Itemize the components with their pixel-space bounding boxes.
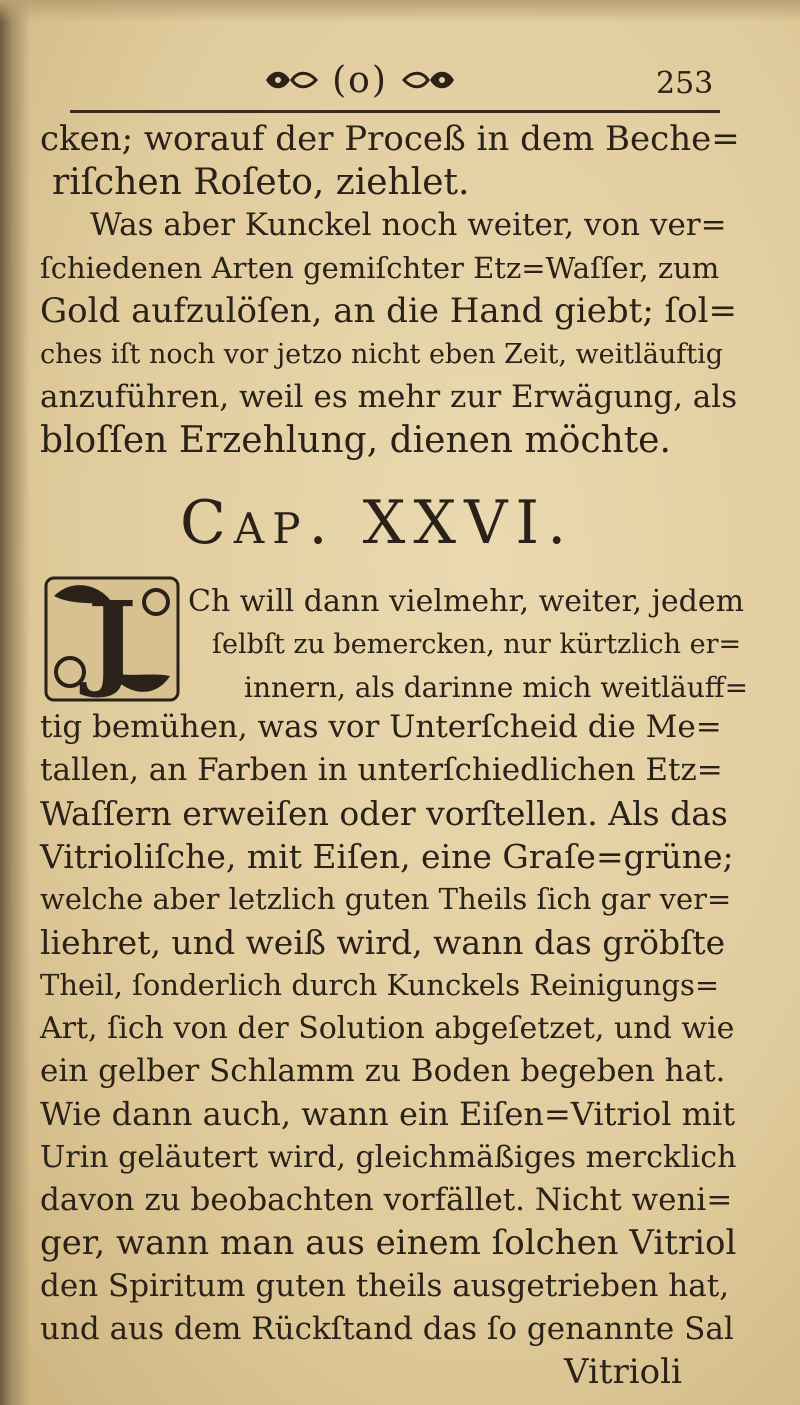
chapter-heading: Cap. XXVI. <box>180 488 575 558</box>
text-line: ſelbſt zu bemercken, nur kürtzlich er= <box>212 629 742 660</box>
running-header <box>200 60 520 100</box>
text-line: anzuführen, weil es mehr zur Erwägung, als <box>40 379 738 415</box>
text-line: tallen, an Farben in unterſchiedlichen Etz= <box>40 752 723 788</box>
text-line: davon zu beobachten vorfället. Nicht weni= <box>40 1182 733 1218</box>
text-line: Vitrioliſche, mit Eiſen, eine Graſe=grüne; <box>40 837 734 876</box>
page-gutter-shadow <box>0 0 30 1405</box>
text-line: Was aber Kunckel noch weiter, von ver= <box>90 207 727 243</box>
text-line: ſchiedenen Arten gemiſchter Etz=Waſſer, zum <box>40 251 720 285</box>
text-line: liehret, und weiß wird, wann das gröbſte <box>40 923 726 962</box>
text-line: Ch will dann vielmehr, weiter, jedem <box>188 584 745 619</box>
text-line: Theil, ſonderlich durch Kunckels Reinigungs= <box>40 968 720 1002</box>
text-line: und aus dem Rückſtand das ſo genannte Sal <box>40 1311 734 1347</box>
text-line: den Spiritum guten theils ausgetrieben hat, <box>40 1268 730 1304</box>
header-marker: (o) <box>332 59 388 101</box>
decorated-initial <box>44 576 180 702</box>
text-line: ger, wann man aus einem ſolchen Vitriol <box>40 1223 737 1263</box>
paragraph-1 <box>40 118 740 462</box>
header-rule <box>70 110 720 113</box>
dropcap-letter: J <box>87 578 137 701</box>
text-line: riſchen Roſeto, ziehlet. <box>52 162 470 203</box>
text-line: tig bemühen, was vor Unterſcheid die Me= <box>40 709 722 745</box>
text-line: innern, als darinne mich weitläuff= <box>244 671 749 704</box>
text-line: bloſſen Erzehlung, dienen möchte. <box>40 420 671 461</box>
text-line: welche aber letzlich guten Theils ſich gar ver= <box>40 882 732 916</box>
text-line: ein gelber Schlamm zu Boden begeben hat. <box>40 1053 726 1089</box>
page-number: 253 <box>656 66 714 101</box>
left-ornament-icon <box>262 67 320 93</box>
page-top-shadow <box>0 0 800 22</box>
text-line: Wie dann auch, wann ein Eiſen=Vitriol mit <box>40 1095 736 1133</box>
text-line: cken; worauf der Proceß in dem Beche= <box>40 119 740 159</box>
text-line: Waſſern erweiſen oder vorſtellen. Als das <box>40 794 728 833</box>
catchword: Vitrioli <box>564 1352 682 1392</box>
paragraph-2-indented <box>188 580 748 709</box>
right-ornament-icon <box>400 67 458 93</box>
text-line: Gold aufzulöſen, an die Hand giebt; ſol= <box>40 291 737 331</box>
text-line: ches iſt noch vor jetzo nicht eben Zeit, weitläuftig <box>40 339 724 370</box>
text-line: Art, ſich von der Solution abgeſetzet, und wie <box>40 1011 735 1046</box>
text-line: Urin geläutert wird, gleichmäßiges mercklich <box>40 1140 737 1175</box>
paragraph-2 <box>40 706 740 1351</box>
